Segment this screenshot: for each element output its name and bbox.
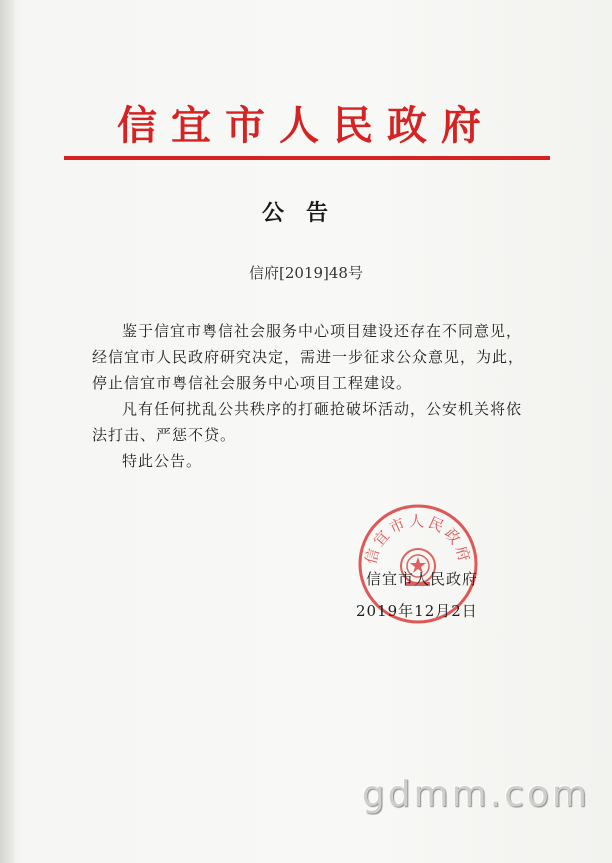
site-watermark: gdmm.com — [361, 774, 590, 815]
issuing-authority-header: 信宜市人民政府 — [117, 102, 495, 149]
notice-body — [92, 318, 528, 474]
red-header-rule — [64, 156, 550, 160]
body-paragraph-3: 特此公告。 — [122, 452, 203, 470]
seal-text: 信宜市人民政府 — [361, 512, 475, 567]
document-number: 信府[2019]48号 — [249, 264, 363, 282]
body-paragraph-1: 鉴于信宜市粤信社会服务中心项目建设还存在不同意见，经信宜市人民政府研究决定，需进一步征求公众意见，为此，停止信宜市粤信社会服务中心项目工程建设。 — [92, 322, 525, 392]
body-paragraph-2: 凡有任何扰乱公共秩序的打砸抢破坏活动，公安机关将依法打击、严惩不贷。 — [92, 400, 523, 444]
signing-date: 2019年12月2日 — [356, 602, 478, 620]
notice-title: 公告 — [261, 200, 350, 226]
signing-organization: 信宜市人民政府 — [366, 570, 479, 588]
